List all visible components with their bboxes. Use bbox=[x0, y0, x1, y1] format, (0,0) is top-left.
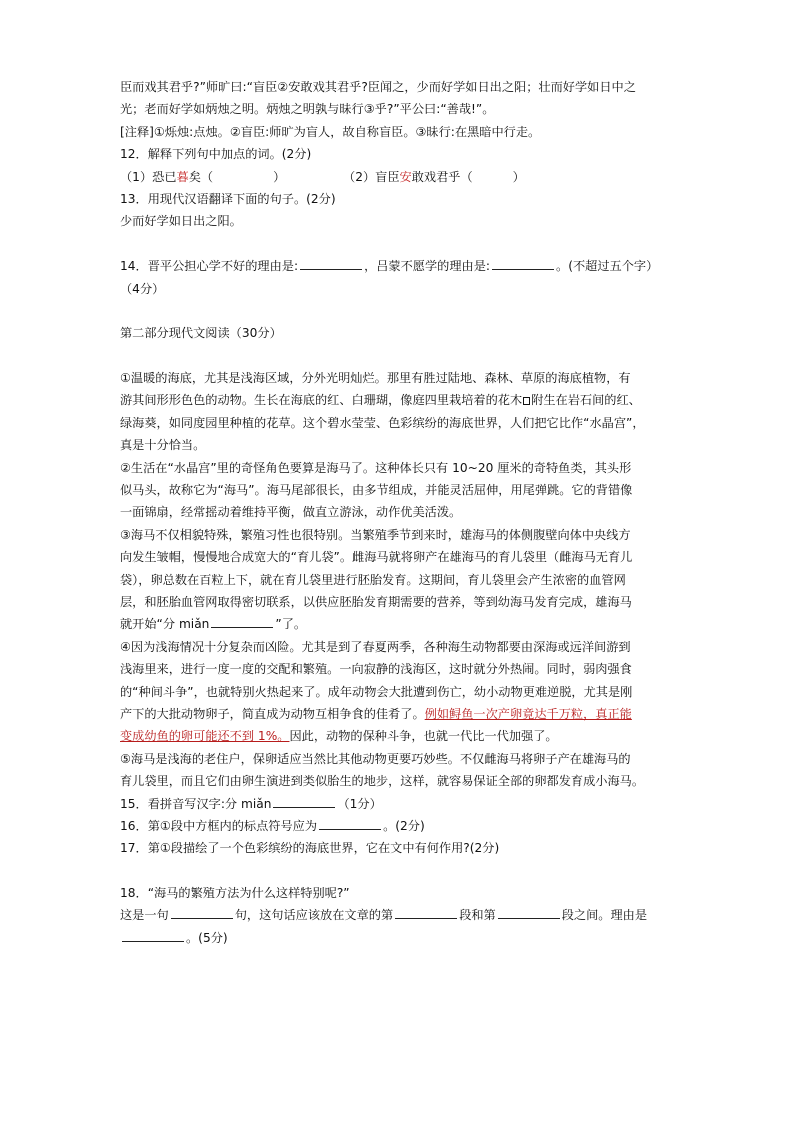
q18-text: 这是一句 bbox=[120, 908, 169, 923]
passage-line: ①温暖的海底，尤其是浅海区域，分外光明灿烂。那里有胜过陆地、森林、草原的海底植物，有 bbox=[120, 371, 631, 386]
q18-blank-4[interactable] bbox=[122, 928, 184, 942]
passage-line: ④因为浅海情况十分复杂而凶险。尤其是到了春夏两季，各种海生动物都要由深海或远洋间游到 bbox=[120, 639, 631, 654]
passage-text: 附生在岩石间的红、 bbox=[531, 393, 641, 408]
q12-item2-close: ） bbox=[512, 169, 525, 184]
q12-item1-prefix: （1）恐已 bbox=[120, 169, 177, 184]
q12-item1-close: ） bbox=[273, 169, 286, 184]
passage-line: 的“种间斗争”，也就特别火热起来了。成年动物会大批遭到伤亡，幼小动物更难逆脱，尤其是刚 bbox=[120, 684, 633, 699]
passage-line: 绿海葵，如同度园里种植的花草。这个碧水莹莹、色彩缤纷的海底世界，人们把它比作“水晶宫”， bbox=[120, 415, 645, 430]
passage-line bbox=[120, 703, 720, 725]
question-17: 17．第①段描绘了一个色彩缤纷的海底世界，它在文中有何作用?(2分) bbox=[120, 841, 500, 856]
q15-prefix: 15．看拼音写汉字:分 miǎn bbox=[120, 796, 272, 811]
q18-text: 段之间。理由是 bbox=[561, 908, 648, 923]
q18-text: 段和第 bbox=[459, 908, 496, 923]
q14-blank-2[interactable] bbox=[492, 256, 554, 270]
q12-item2-prefix: （2）盲臣 bbox=[343, 169, 400, 184]
passage-line: 浅海里来，进行一度一度的交配和繁殖。一向寂静的浅海区，这时就分外热闹。同时，弱肉强食 bbox=[120, 662, 632, 677]
q18-blank-2[interactable] bbox=[395, 905, 457, 919]
passage-line: ⑤海马是浅海的老住户，保卵适应当然比其他动物更要巧妙些。不仅雌海马将卵子产在雄海马的 bbox=[120, 751, 631, 766]
q18-blank-3[interactable] bbox=[498, 905, 560, 919]
passage-text: 游其间形形色色的动物。生长在海底的红、白珊瑚，像庭四里栽培着的花木 bbox=[120, 393, 523, 408]
q14-score: （4分） bbox=[120, 281, 165, 296]
question-18-line bbox=[120, 904, 720, 926]
question-13-sentence: 少而好学如日出之阳。 bbox=[120, 214, 242, 229]
passage-line bbox=[120, 725, 720, 747]
question-16 bbox=[120, 815, 720, 837]
question-14 bbox=[120, 255, 720, 277]
q12-item2-dotted-word: 安 bbox=[399, 169, 412, 184]
q16-prefix: 16．第①段中方框内的标点符号应为 bbox=[120, 818, 318, 833]
passage-line: 一面锦扇，经常摇动着维持平衡，做直立游泳，动作优美活泼。 bbox=[120, 505, 462, 520]
passage-text: 就开始“分 miǎn bbox=[120, 617, 210, 632]
q18-text: 。(5分) bbox=[186, 930, 228, 945]
q18-text: 句，这句话应该放在文章的第 bbox=[234, 908, 394, 923]
passage-line: ③海马不仅相貌特殊，繁殖习性也很特别。当繁殖季节到来时，雄海马的体侧腹壁向体中央线方 bbox=[120, 527, 631, 542]
exam-page bbox=[120, 76, 720, 949]
q15-suffix: （1分） bbox=[337, 796, 382, 811]
passage-text: ”了。 bbox=[275, 617, 307, 632]
q14-part1: 14．晋平公担心学不好的理由是: bbox=[120, 259, 299, 274]
passage-line: ②生活在“水晶宫”里的奇怪角色要算是海马了。这种体长只有 10~20 厘米的奇特鱼类，其头形 bbox=[120, 460, 632, 475]
q12-item2-suffix: 敢戏君乎（ bbox=[411, 169, 473, 184]
q12-item1-dotted-word: 暮 bbox=[176, 169, 189, 184]
passage-line: 真是十分恰当。 bbox=[120, 438, 206, 453]
classical-text-line: 臣而戏其君乎?”师旷曰:“盲臣②安敢戏其君乎?臣闻之，少而好学如日出之阳；壮而好学如日中之 bbox=[120, 80, 636, 94]
passage-line bbox=[120, 389, 720, 411]
passage-line: 育儿袋里，而且它们由卵生演进到类似胎生的地步，这样，就容易保证全部的卵都发育成小海马。 bbox=[120, 774, 645, 789]
question-15 bbox=[120, 793, 720, 815]
q16-blank[interactable] bbox=[319, 816, 381, 830]
underlined-sentence: 例如鲟鱼一次产卵竟达千万粒，真正能 bbox=[424, 706, 632, 721]
q18-blank-1[interactable] bbox=[171, 905, 233, 919]
q15-blank[interactable] bbox=[273, 794, 335, 808]
q16-suffix: 。(2分) bbox=[383, 818, 425, 833]
passage-text: 因此，动物的保种斗争，也就一代比一代加强了。 bbox=[289, 729, 558, 744]
underlined-sentence: 变成幼鱼的卵可能还不到 1%。 bbox=[120, 729, 290, 744]
classical-text-line: 光；老而好学如炳烛之明。炳烛之明孰与昧行③乎?”平公曰:“善哉!”。 bbox=[120, 102, 495, 117]
q14-blank-1[interactable] bbox=[300, 256, 362, 270]
q12-item1-suffix: 矣（ bbox=[188, 169, 214, 184]
passage-line: 似马头，故称它为“海马”。海马尾部很长，由多节组成，并能灵活屈伸，用尾弹跳。它的背错像 bbox=[120, 483, 633, 498]
q14-part2: ，吕蒙不愿学的理由是: bbox=[364, 259, 491, 274]
question-12-stem: 12．解释下列句中加点的词。(2分) bbox=[120, 147, 312, 162]
question-13-stem: 13．用现代汉语翻译下面的句子。(2分) bbox=[120, 191, 336, 206]
passage-line: 袋），卵总数在百粒上下，就在育儿袋里进行胚胎发育。这期间，育儿袋里会产生浓密的血管网 bbox=[120, 572, 626, 587]
passage-line: 向发生皱帽，慢慢地合成宽大的“育儿袋”。雌海马就将卵产在雄海马的育儿袋里（雌海马无育儿 bbox=[120, 550, 633, 565]
question-18-stem: 18．“海马的繁殖方法为什么这样特别呢?” bbox=[120, 886, 350, 901]
pinyin-blank[interactable] bbox=[211, 614, 273, 628]
section-2-title: 第二部分现代文阅读（30分） bbox=[120, 326, 282, 341]
question-18-line bbox=[120, 927, 720, 949]
passage-line: 层，和胚胎血管网取得密切联系，以供应胚胎发育期需要的营养，等到幼海马发育完成，雄海马 bbox=[120, 594, 632, 609]
passage-line bbox=[120, 613, 720, 635]
classical-notes: [注释]①烁烛:点烛。②盲臣:师旷为盲人，故自称盲臣。③昧行:在黑暗中行走。 bbox=[120, 124, 541, 139]
q14-part3: 。(不超过五个字） bbox=[556, 259, 659, 274]
question-12-items bbox=[120, 166, 720, 188]
punctuation-box-icon bbox=[523, 397, 530, 405]
passage-text: 产下的大批动物卵子，简直成为动物互相争食的佳肴了。 bbox=[120, 706, 425, 721]
